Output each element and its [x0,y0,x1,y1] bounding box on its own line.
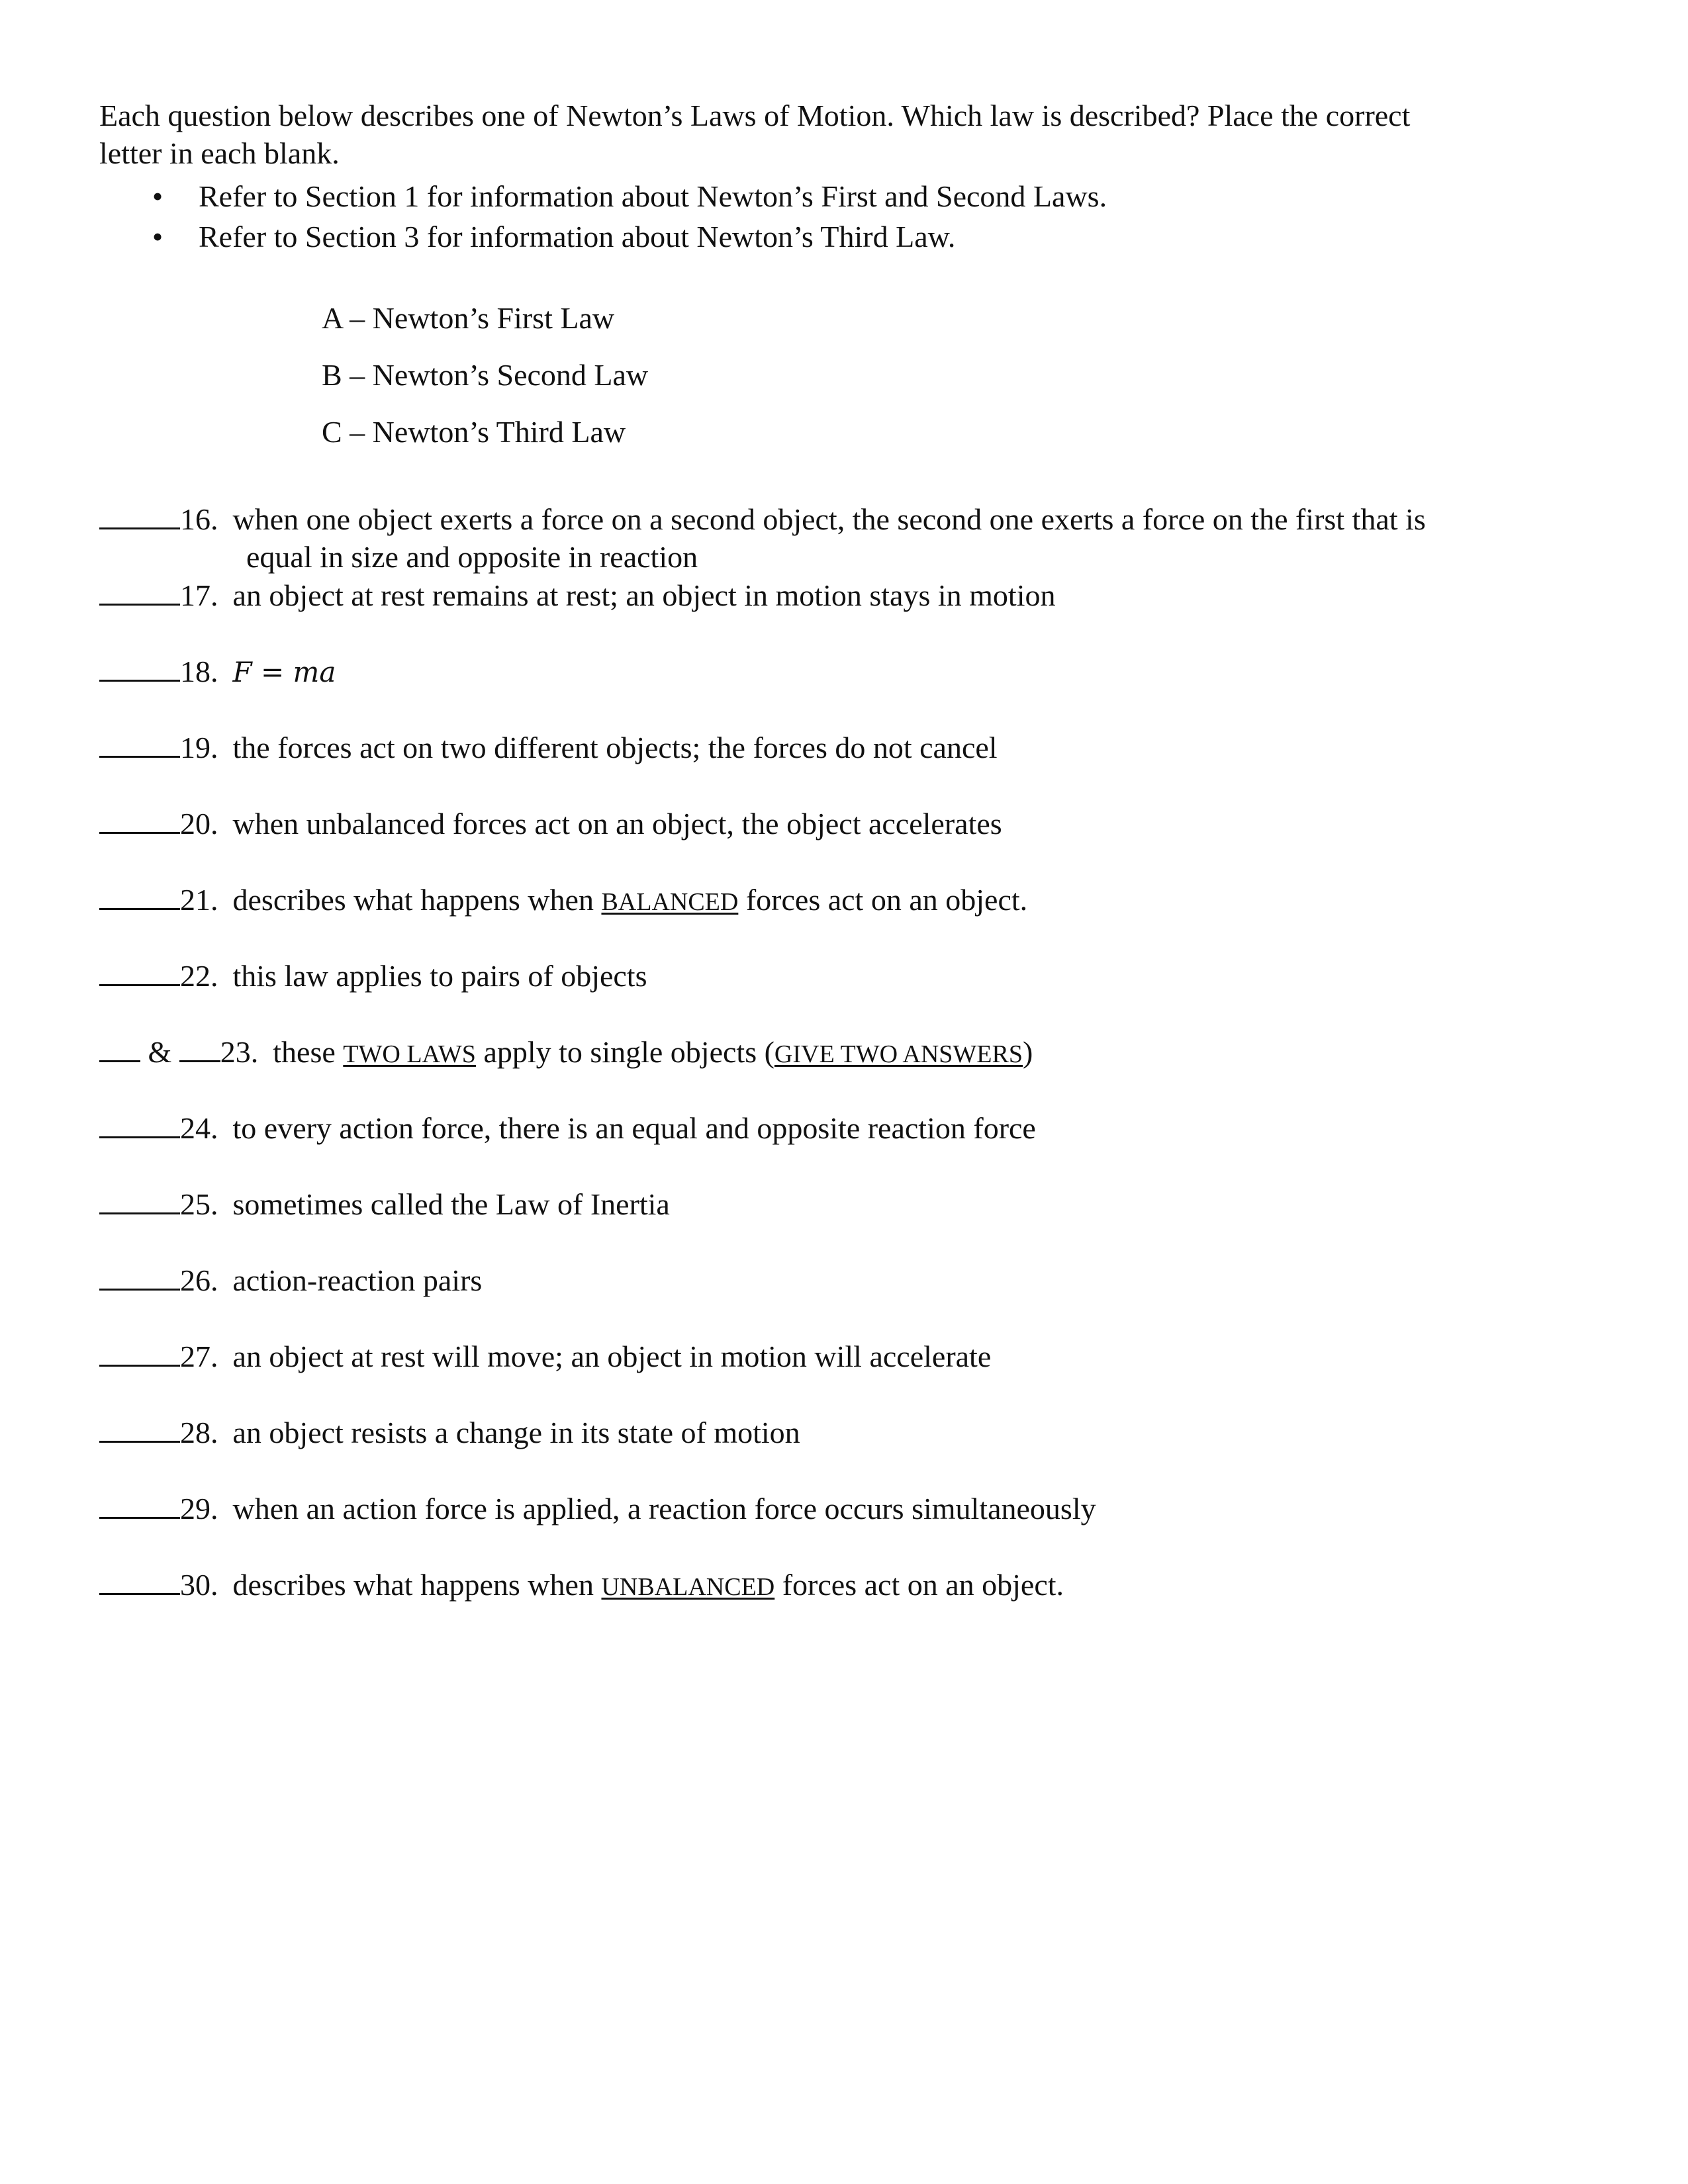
question-23 [99,1033,1033,1073]
question-text: the forces act on two different objects; the forces do not cancel [232,731,998,764]
question-text: sometimes called the Law of Inertia [232,1187,670,1221]
instruction-bullets [99,176,1107,257]
question-text: an object resists a change in its state of motion [232,1416,800,1449]
question-24 [99,1109,1036,1147]
emphasis-balanced: BALANCED [601,888,739,916]
answer-blank[interactable] [99,1110,180,1138]
answer-blank[interactable] [99,577,180,606]
question-28 [99,1414,800,1451]
answer-key [322,290,648,461]
question-17 [99,576,1056,614]
bullet-item: • Refer to Section 1 for information about Newton’s First and Second Laws. [99,176,1107,216]
answer-blank[interactable] [99,653,180,682]
question-text: to every action force, there is an equal and opposite reaction force [232,1111,1036,1145]
bullet-icon: • [152,220,164,253]
question-16 [99,500,1426,538]
answer-blank[interactable] [99,1338,180,1367]
question-29 [99,1490,1096,1527]
question-number: 24. [180,1111,218,1145]
answer-blank[interactable] [99,805,180,834]
question-number: 26. [180,1263,218,1297]
bullet-item: • Refer to Section 3 for information about Newton’s Third Law. [99,216,1107,257]
question-number: 19. [180,731,218,764]
question-number: 25. [180,1187,218,1221]
question-text: when one object exerts a force on a second object, the second one exerts a force on the first that is [232,502,1426,536]
emphasis-two-laws: TWO LAWS [343,1040,476,1068]
question-18 [99,653,336,691]
question-number: 17. [180,578,218,612]
question-number: 20. [180,807,218,841]
question-number: 18. [180,655,218,688]
question-formula: F = ma [232,656,336,688]
key-option-b: B – Newton’s Second Law [322,358,649,392]
answer-blank[interactable] [99,1490,180,1519]
ampersand: & [148,1035,172,1069]
bullet-icon: • [152,179,164,213]
question-text: when an action force is applied, a reaction force occurs simultaneously [232,1492,1096,1525]
question-30 [99,1566,1064,1606]
question-20 [99,805,1002,842]
emphasis-unbalanced: UNBALANCED [601,1573,775,1601]
question-26 [99,1261,482,1299]
question-number: 23. [220,1035,259,1069]
answer-blank[interactable] [99,882,180,910]
question-number: 21. [180,883,218,917]
question-text: action-reaction pairs [232,1263,483,1297]
answer-blank[interactable] [99,1414,180,1443]
instructions-line-2: letter in each blank. [99,136,340,170]
question-text: an object at rest remains at rest; an object in motion stays in motion [232,578,1056,612]
key-option-c: C – Newton’s Third Law [322,415,626,449]
answer-blank[interactable] [99,958,180,986]
question-text: describes what happens when UNBALANCED forces act on an object. [232,1568,1064,1602]
question-text: an object at rest will move; an object in motion will accelerate [232,1340,992,1373]
answer-blank[interactable] [99,1262,180,1291]
question-16-continuation: equal in size and opposite in reaction [246,540,698,574]
question-27 [99,1338,991,1375]
question-number: 16. [180,502,218,536]
answer-blank[interactable] [99,1186,180,1214]
instructions [99,97,1589,172]
question-19 [99,729,998,766]
question-number: 22. [180,959,218,993]
question-number: 30. [180,1568,218,1602]
answer-blank[interactable] [99,729,180,758]
answer-blank[interactable] [99,1567,180,1595]
answer-blank[interactable] [99,501,180,529]
emphasis-give-two-answers: GIVE TWO ANSWERS [774,1040,1023,1068]
question-text: these TWO LAWS apply to single objects (GIVE TWO ANSWERS) [273,1035,1033,1069]
question-text: this law applies to pairs of objects [232,959,647,993]
question-number: 27. [180,1340,218,1373]
question-22 [99,957,647,995]
instructions-line-1: Each question below describes one of Newton’s Laws of Motion. Which law is described? Place the correct [99,99,1411,132]
question-21 [99,881,1027,921]
answer-blank-second[interactable] [179,1034,220,1062]
answer-blank-first[interactable] [99,1034,140,1062]
question-number: 28. [180,1416,218,1449]
question-number: 29. [180,1492,218,1525]
question-text: describes what happens when BALANCED forces act on an object. [232,883,1028,917]
key-option-a: A – Newton’s First Law [322,301,615,335]
question-25 [99,1185,670,1223]
question-text: when unbalanced forces act on an object, the object accelerates [232,807,1002,841]
